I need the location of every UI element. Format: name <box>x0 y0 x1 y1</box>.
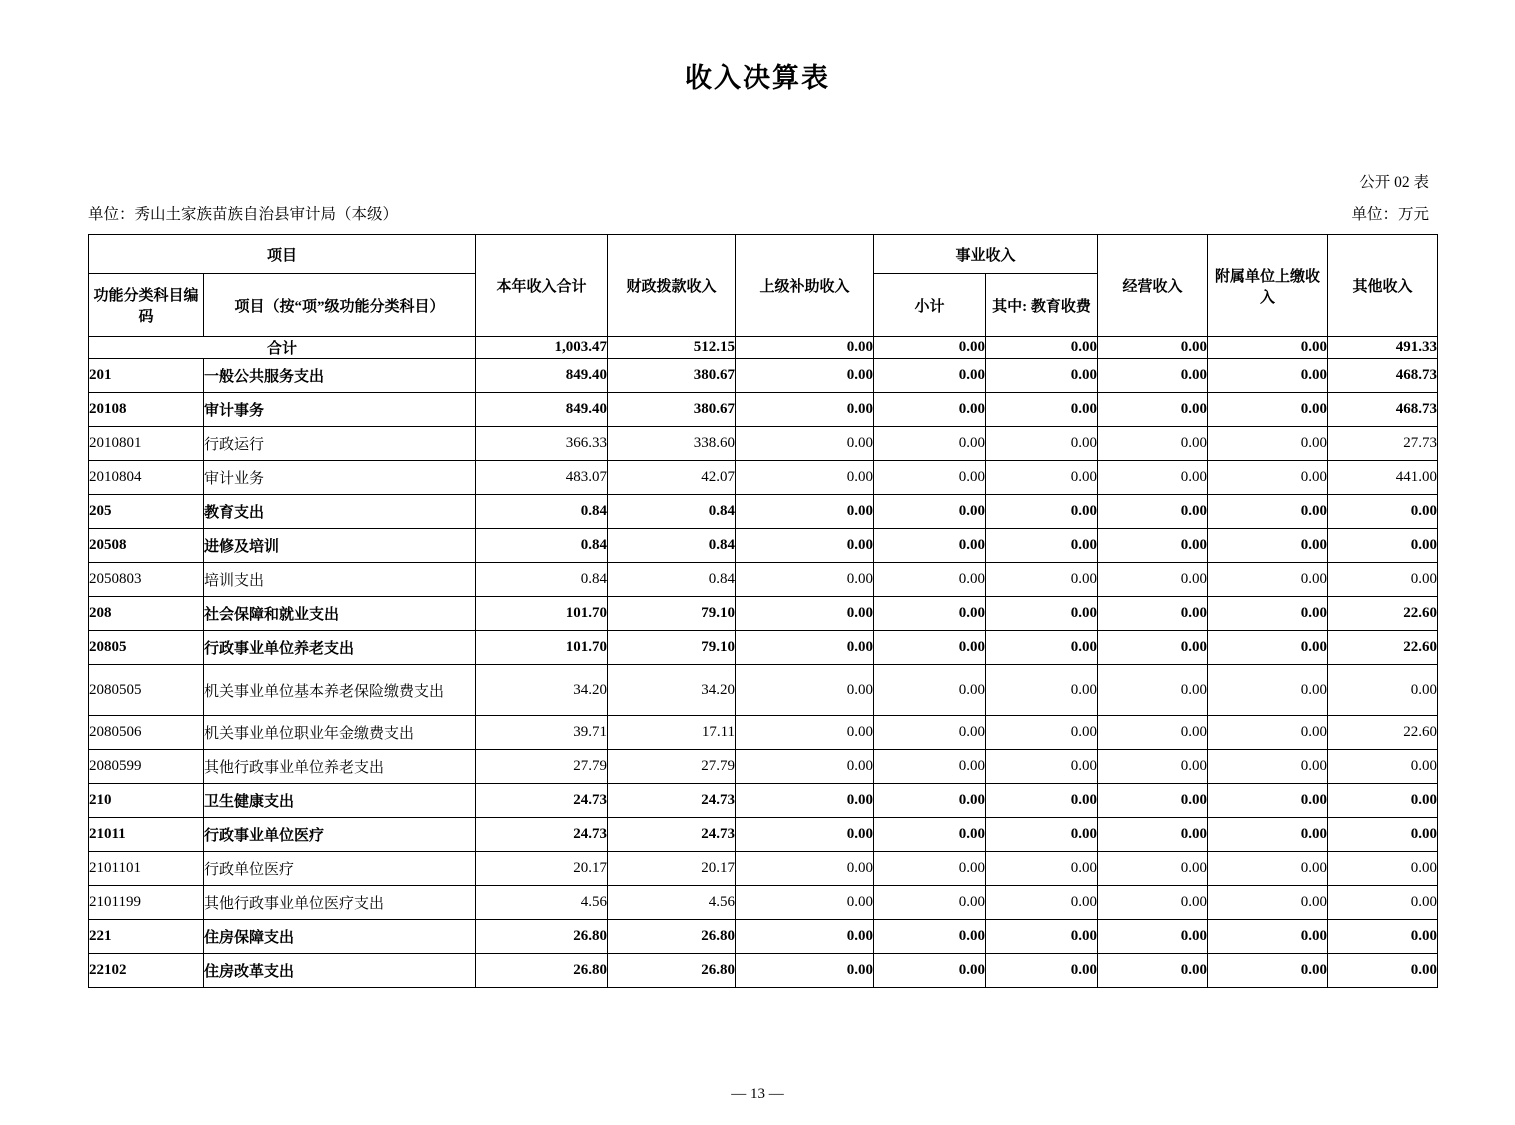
header-col-superior: 上级补助收入 <box>736 235 874 337</box>
total-label: 合计 <box>89 337 476 359</box>
table-row <box>89 427 1438 461</box>
row-value-2: 27.79 <box>608 750 736 784</box>
row-code: 205 <box>89 495 204 529</box>
row-value-3: 0.00 <box>736 563 874 597</box>
row-value-5: 0.00 <box>986 886 1098 920</box>
row-value-4: 0.00 <box>874 750 986 784</box>
row-value-2: 26.80 <box>608 920 736 954</box>
row-value-5: 0.00 <box>986 563 1098 597</box>
row-code: 210 <box>89 784 204 818</box>
header-col-total: 本年收入合计 <box>476 235 608 337</box>
row-value-2: 0.84 <box>608 563 736 597</box>
row-value-7: 0.00 <box>1208 920 1328 954</box>
total-value-2: 512.15 <box>608 337 736 359</box>
row-value-7: 0.00 <box>1208 597 1328 631</box>
row-name: 教育支出 <box>204 495 476 529</box>
row-value-8: 0.00 <box>1328 954 1438 988</box>
row-code: 201 <box>89 359 204 393</box>
row-name: 住房保障支出 <box>204 920 476 954</box>
row-value-7: 0.00 <box>1208 954 1328 988</box>
row-value-2: 24.73 <box>608 818 736 852</box>
row-code: 2080505 <box>89 665 204 716</box>
row-value-3: 0.00 <box>736 920 874 954</box>
revenue-final-accounts-table <box>88 234 1438 988</box>
table-row <box>89 750 1438 784</box>
row-code: 22102 <box>89 954 204 988</box>
row-value-5: 0.00 <box>986 393 1098 427</box>
row-value-3: 0.00 <box>736 529 874 563</box>
unit-name-label: 单位：秀山土家族苗族自治县审计局（本级） <box>88 206 399 223</box>
row-code: 20108 <box>89 393 204 427</box>
row-value-1: 366.33 <box>476 427 608 461</box>
row-value-7: 0.00 <box>1208 359 1328 393</box>
table-row-total <box>89 337 1438 359</box>
row-value-6: 0.00 <box>1098 563 1208 597</box>
row-value-8: 0.00 <box>1328 495 1438 529</box>
header-col-business-subtotal: 小计 <box>874 274 986 337</box>
row-value-3: 0.00 <box>736 954 874 988</box>
row-value-7: 0.00 <box>1208 563 1328 597</box>
table-row <box>89 716 1438 750</box>
row-value-3: 0.00 <box>736 818 874 852</box>
row-code: 2080599 <box>89 750 204 784</box>
total-value-3: 0.00 <box>736 337 874 359</box>
header-business-income-group: 事业收入 <box>874 235 1098 274</box>
row-value-7: 0.00 <box>1208 495 1328 529</box>
total-value-5: 0.00 <box>986 337 1098 359</box>
row-value-6: 0.00 <box>1098 750 1208 784</box>
row-value-6: 0.00 <box>1098 393 1208 427</box>
row-name: 培训支出 <box>204 563 476 597</box>
row-value-1: 26.80 <box>476 920 608 954</box>
row-code: 221 <box>89 920 204 954</box>
row-value-1: 27.79 <box>476 750 608 784</box>
row-value-5: 0.00 <box>986 631 1098 665</box>
total-value-4: 0.00 <box>874 337 986 359</box>
row-code: 20805 <box>89 631 204 665</box>
row-value-5: 0.00 <box>986 852 1098 886</box>
row-value-4: 0.00 <box>874 716 986 750</box>
row-name: 其他行政事业单位养老支出 <box>204 750 476 784</box>
row-value-5: 0.00 <box>986 427 1098 461</box>
row-value-4: 0.00 <box>874 461 986 495</box>
row-value-7: 0.00 <box>1208 631 1328 665</box>
row-value-8: 27.73 <box>1328 427 1438 461</box>
row-value-4: 0.00 <box>874 495 986 529</box>
table-row <box>89 461 1438 495</box>
row-value-3: 0.00 <box>736 716 874 750</box>
row-code: 2010804 <box>89 461 204 495</box>
row-value-6: 0.00 <box>1098 784 1208 818</box>
row-value-8: 441.00 <box>1328 461 1438 495</box>
row-value-2: 26.80 <box>608 954 736 988</box>
table-row <box>89 631 1438 665</box>
row-value-7: 0.00 <box>1208 665 1328 716</box>
total-value-7: 0.00 <box>1208 337 1328 359</box>
row-value-2: 24.73 <box>608 784 736 818</box>
row-value-6: 0.00 <box>1098 852 1208 886</box>
total-value-6: 0.00 <box>1098 337 1208 359</box>
header-item-group: 项目 <box>89 235 476 274</box>
row-value-4: 0.00 <box>874 954 986 988</box>
row-value-1: 849.40 <box>476 393 608 427</box>
table-row <box>89 529 1438 563</box>
page-footer: — 13 — <box>731 1086 784 1102</box>
row-code: 20508 <box>89 529 204 563</box>
form-number: 公开 02 表 <box>1359 174 1429 191</box>
row-value-8: 0.00 <box>1328 784 1438 818</box>
row-code: 2101101 <box>89 852 204 886</box>
row-value-2: 380.67 <box>608 393 736 427</box>
row-value-8: 0.00 <box>1328 818 1438 852</box>
row-value-8: 0.00 <box>1328 886 1438 920</box>
row-value-4: 0.00 <box>874 920 986 954</box>
table-body <box>89 337 1438 988</box>
row-value-1: 39.71 <box>476 716 608 750</box>
row-code: 208 <box>89 597 204 631</box>
row-name: 行政事业单位医疗 <box>204 818 476 852</box>
row-value-6: 0.00 <box>1098 886 1208 920</box>
row-value-6: 0.00 <box>1098 461 1208 495</box>
row-value-4: 0.00 <box>874 563 986 597</box>
row-value-5: 0.00 <box>986 784 1098 818</box>
row-value-7: 0.00 <box>1208 750 1328 784</box>
row-value-8: 0.00 <box>1328 920 1438 954</box>
table-row <box>89 393 1438 427</box>
header-col-name: 项目（按“项”级功能分类科目） <box>204 274 476 337</box>
row-value-1: 4.56 <box>476 886 608 920</box>
row-value-5: 0.00 <box>986 920 1098 954</box>
row-value-2: 20.17 <box>608 852 736 886</box>
row-value-6: 0.00 <box>1098 631 1208 665</box>
row-value-3: 0.00 <box>736 631 874 665</box>
row-name: 行政单位医疗 <box>204 852 476 886</box>
row-name: 进修及培训 <box>204 529 476 563</box>
row-name: 社会保障和就业支出 <box>204 597 476 631</box>
row-code: 2080506 <box>89 716 204 750</box>
table-row <box>89 852 1438 886</box>
row-code: 2050803 <box>89 563 204 597</box>
table-row <box>89 954 1438 988</box>
row-value-2: 42.07 <box>608 461 736 495</box>
row-value-8: 0.00 <box>1328 529 1438 563</box>
row-value-3: 0.00 <box>736 427 874 461</box>
row-name: 住房改革支出 <box>204 954 476 988</box>
row-value-5: 0.00 <box>986 716 1098 750</box>
table-row <box>89 563 1438 597</box>
row-value-3: 0.00 <box>736 597 874 631</box>
table-row <box>89 920 1438 954</box>
row-value-6: 0.00 <box>1098 818 1208 852</box>
row-value-6: 0.00 <box>1098 665 1208 716</box>
row-value-6: 0.00 <box>1098 427 1208 461</box>
row-value-7: 0.00 <box>1208 529 1328 563</box>
row-value-1: 483.07 <box>476 461 608 495</box>
row-value-5: 0.00 <box>986 359 1098 393</box>
row-value-4: 0.00 <box>874 359 986 393</box>
row-value-2: 338.60 <box>608 427 736 461</box>
row-value-8: 22.60 <box>1328 631 1438 665</box>
page-title: 收入决算表 <box>685 63 830 93</box>
table-row <box>89 665 1438 716</box>
table-row <box>89 886 1438 920</box>
row-value-7: 0.00 <box>1208 461 1328 495</box>
row-value-7: 0.00 <box>1208 427 1328 461</box>
row-value-4: 0.00 <box>874 427 986 461</box>
row-code: 2010801 <box>89 427 204 461</box>
row-value-3: 0.00 <box>736 852 874 886</box>
row-value-6: 0.00 <box>1098 954 1208 988</box>
header-col-affiliate: 附属单位上缴收入 <box>1208 235 1328 337</box>
row-value-6: 0.00 <box>1098 359 1208 393</box>
row-value-3: 0.00 <box>736 359 874 393</box>
row-value-7: 0.00 <box>1208 818 1328 852</box>
row-value-5: 0.00 <box>986 495 1098 529</box>
table-row <box>89 597 1438 631</box>
row-value-3: 0.00 <box>736 495 874 529</box>
row-value-3: 0.00 <box>736 393 874 427</box>
row-value-6: 0.00 <box>1098 597 1208 631</box>
row-code: 21011 <box>89 818 204 852</box>
row-value-7: 0.00 <box>1208 393 1328 427</box>
row-value-2: 380.67 <box>608 359 736 393</box>
row-value-8: 468.73 <box>1328 359 1438 393</box>
row-value-1: 26.80 <box>476 954 608 988</box>
row-value-6: 0.00 <box>1098 529 1208 563</box>
row-value-4: 0.00 <box>874 886 986 920</box>
row-value-2: 0.84 <box>608 529 736 563</box>
row-value-1: 34.20 <box>476 665 608 716</box>
row-value-1: 849.40 <box>476 359 608 393</box>
header-col-fiscal: 财政拨款收入 <box>608 235 736 337</box>
header-col-other: 其他收入 <box>1328 235 1438 337</box>
row-value-4: 0.00 <box>874 784 986 818</box>
row-value-5: 0.00 <box>986 529 1098 563</box>
row-name: 行政事业单位养老支出 <box>204 631 476 665</box>
header-col-operating: 经营收入 <box>1098 235 1208 337</box>
row-value-2: 17.11 <box>608 716 736 750</box>
table-row <box>89 495 1438 529</box>
table-row <box>89 784 1438 818</box>
row-value-5: 0.00 <box>986 597 1098 631</box>
table-row <box>89 359 1438 393</box>
total-value-8: 491.33 <box>1328 337 1438 359</box>
header-col-code: 功能分类科目编码 <box>89 274 204 337</box>
row-value-6: 0.00 <box>1098 716 1208 750</box>
row-value-1: 101.70 <box>476 631 608 665</box>
row-value-1: 24.73 <box>476 818 608 852</box>
row-value-4: 0.00 <box>874 852 986 886</box>
row-value-7: 0.00 <box>1208 716 1328 750</box>
row-value-7: 0.00 <box>1208 886 1328 920</box>
row-value-4: 0.00 <box>874 818 986 852</box>
table-row <box>89 818 1438 852</box>
row-value-2: 0.84 <box>608 495 736 529</box>
row-value-7: 0.00 <box>1208 784 1328 818</box>
row-value-5: 0.00 <box>986 461 1098 495</box>
row-name: 审计事务 <box>204 393 476 427</box>
row-code: 2101199 <box>89 886 204 920</box>
row-name: 机关事业单位职业年金缴费支出 <box>204 716 476 750</box>
row-value-2: 34.20 <box>608 665 736 716</box>
table-header-row-1 <box>89 235 1438 274</box>
row-value-2: 4.56 <box>608 886 736 920</box>
row-value-4: 0.00 <box>874 529 986 563</box>
row-value-6: 0.00 <box>1098 920 1208 954</box>
row-value-4: 0.00 <box>874 631 986 665</box>
row-value-5: 0.00 <box>986 818 1098 852</box>
row-value-2: 79.10 <box>608 597 736 631</box>
row-name: 审计业务 <box>204 461 476 495</box>
row-value-8: 0.00 <box>1328 750 1438 784</box>
row-value-1: 0.84 <box>476 495 608 529</box>
row-value-6: 0.00 <box>1098 495 1208 529</box>
row-value-8: 22.60 <box>1328 716 1438 750</box>
row-value-8: 0.00 <box>1328 852 1438 886</box>
row-value-3: 0.00 <box>736 886 874 920</box>
row-value-5: 0.00 <box>986 750 1098 784</box>
row-value-1: 0.84 <box>476 529 608 563</box>
row-value-4: 0.00 <box>874 597 986 631</box>
row-value-2: 79.10 <box>608 631 736 665</box>
row-value-1: 24.73 <box>476 784 608 818</box>
row-name: 其他行政事业单位医疗支出 <box>204 886 476 920</box>
row-value-4: 0.00 <box>874 665 986 716</box>
row-value-4: 0.00 <box>874 393 986 427</box>
row-value-3: 0.00 <box>736 461 874 495</box>
row-name: 卫生健康支出 <box>204 784 476 818</box>
row-value-5: 0.00 <box>986 954 1098 988</box>
row-name: 机关事业单位基本养老保险缴费支出 <box>204 665 476 716</box>
row-name: 一般公共服务支出 <box>204 359 476 393</box>
row-value-3: 0.00 <box>736 784 874 818</box>
header-col-business-edu: 其中: 教育收费 <box>986 274 1098 337</box>
total-value-1: 1,003.47 <box>476 337 608 359</box>
amount-unit-label: 单位：万元 <box>1351 206 1429 223</box>
row-value-7: 0.00 <box>1208 852 1328 886</box>
row-value-1: 20.17 <box>476 852 608 886</box>
row-value-1: 101.70 <box>476 597 608 631</box>
row-value-1: 0.84 <box>476 563 608 597</box>
row-name: 行政运行 <box>204 427 476 461</box>
row-value-5: 0.00 <box>986 665 1098 716</box>
row-value-8: 22.60 <box>1328 597 1438 631</box>
row-value-3: 0.00 <box>736 665 874 716</box>
row-value-8: 0.00 <box>1328 665 1438 716</box>
row-value-3: 0.00 <box>736 750 874 784</box>
page <box>0 56 1515 1125</box>
row-value-8: 0.00 <box>1328 563 1438 597</box>
row-value-8: 468.73 <box>1328 393 1438 427</box>
